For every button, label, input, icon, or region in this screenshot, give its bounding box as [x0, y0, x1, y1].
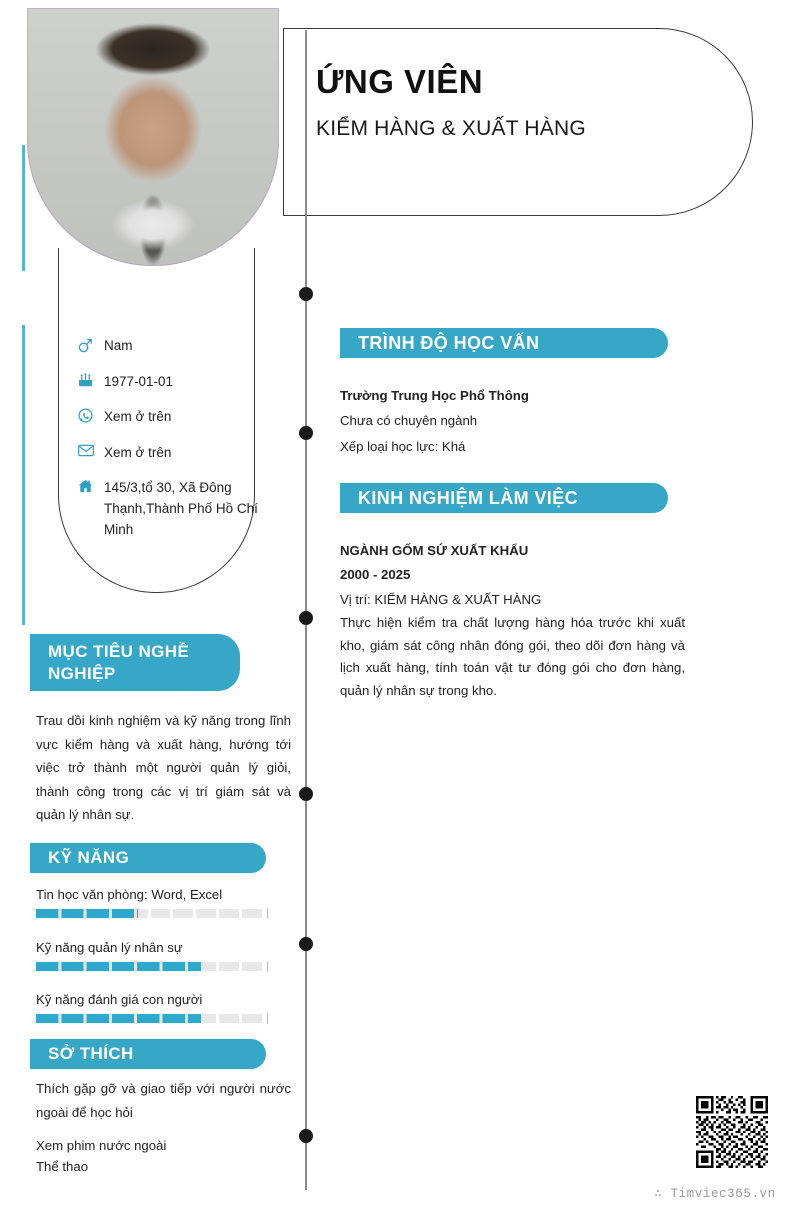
experience-company: NGÀNH GỐM SỨ XUẤT KHẨU [340, 543, 529, 558]
candidate-photo [27, 8, 279, 266]
experience-description: Thực hiện kiểm tra chất lượng hàng hóa trước khi xuất kho, giám sát công nhân đóng gói, theo dõi đơn hàng và lịch xuất hàng, tính toán vật tư đóng gói cho đơn hàng, quản lý nhân sự trong kho. [340, 615, 685, 699]
interest-line: Thích gặp gỡ và giao tiếp với người nước ngoài để học hỏi [36, 1081, 291, 1120]
skill-bar [36, 909, 262, 918]
section-header-objective [30, 634, 240, 691]
birthday-cake-icon [78, 372, 104, 388]
skill-bar-endcap [267, 908, 268, 919]
skill-bar-endcap [267, 1013, 268, 1024]
section-header-experience [340, 483, 668, 513]
page-subtitle: KIỂM HÀNG & XUẤT HÀNG [316, 117, 586, 140]
contact-value-email: Xem ở trên [104, 444, 172, 460]
candidate-photo-image [27, 8, 279, 266]
skill-bar [36, 1014, 262, 1023]
skill-bar-fill [36, 1014, 201, 1023]
interest-line: Thể thao [36, 1159, 89, 1174]
gender-male-icon [78, 336, 104, 353]
interest-line: Xem phim nước ngoài [36, 1138, 167, 1153]
envelope-icon [78, 443, 104, 457]
left-accent-line-top [22, 145, 25, 271]
timeline-dot [299, 611, 313, 625]
section-header-education [340, 328, 668, 358]
qr-code [696, 1096, 768, 1168]
contact-value-gender: Nam [104, 338, 133, 353]
phone-whatsapp-icon [78, 407, 104, 423]
experience-position: Vị trí: KIỂM HÀNG & XUẤT HÀNG [340, 592, 542, 607]
skill-name: Kỹ năng đánh giá con người [36, 992, 203, 1007]
section-header-experience-label: KINH NGHIỆM LÀM VIỆC [358, 487, 579, 508]
skill-bar-fill [36, 962, 201, 971]
timeline-dot [299, 1129, 313, 1143]
skill-item [36, 887, 266, 918]
contact-item-gender [78, 336, 278, 356]
skill-bar-endcap [267, 961, 268, 972]
section-header-skills-label: KỸ NĂNG [48, 848, 130, 867]
section-header-skills [30, 843, 266, 873]
skill-name: Kỹ năng quản lý nhân sự [36, 940, 183, 955]
skill-item [36, 940, 266, 971]
education-major: Chưa có chuyên ngành [340, 413, 478, 428]
timeline-dot [299, 426, 313, 440]
contact-item-address [78, 478, 278, 541]
contact-value-address: 145/3,tổ 30, Xã Đông Thạnh,Thành Phố Hồ Chí Minh [104, 480, 258, 538]
contact-value-phone: Xem ở trên [104, 409, 172, 425]
section-header-objective-label: MỤC TIÊU NGHỀ NGHIỆP [48, 641, 190, 683]
left-accent-line-bottom [22, 325, 25, 625]
section-header-education-label: TRÌNH ĐỘ HỌC VẤN [358, 332, 540, 353]
timeline-dot [299, 937, 313, 951]
contact-value-birthday: 1977-01-01 [104, 373, 174, 389]
skill-bar-fill [36, 909, 138, 918]
contact-list [78, 336, 278, 557]
home-icon [78, 478, 104, 493]
skill-name: Tin học văn phòng: Word, Excel [36, 887, 223, 902]
contact-item-email [78, 443, 278, 463]
contact-item-birthday [78, 372, 278, 392]
header-banner [283, 28, 753, 216]
timeline-line [305, 30, 307, 1190]
section-header-interests-label: SỞ THÍCH [48, 1044, 134, 1063]
timeline-dot [299, 787, 313, 801]
education-grade: Xếp loại học lực: Khá [340, 439, 466, 454]
skill-item [36, 992, 266, 1023]
objective-text: Trau dồi kinh nghiệm và kỹ năng trong lĩnh vực kiểm hàng và xuất hàng, hướng tới việc trở thành một người quản lý giỏi, thành công trong các vị trí giám sát và quản lý nhân sự. [36, 713, 291, 822]
experience-period: 2000 - 2025 [340, 567, 411, 582]
section-header-interests [30, 1039, 266, 1069]
skill-bar [36, 962, 262, 971]
brand-watermark: ∴ Timviec365.vn [654, 1187, 776, 1201]
education-school: Trường Trung Học Phổ Thông [340, 388, 529, 403]
timeline-dot [299, 287, 313, 301]
contact-item-phone [78, 407, 278, 427]
page-title: ỨNG VIÊN [316, 63, 484, 100]
